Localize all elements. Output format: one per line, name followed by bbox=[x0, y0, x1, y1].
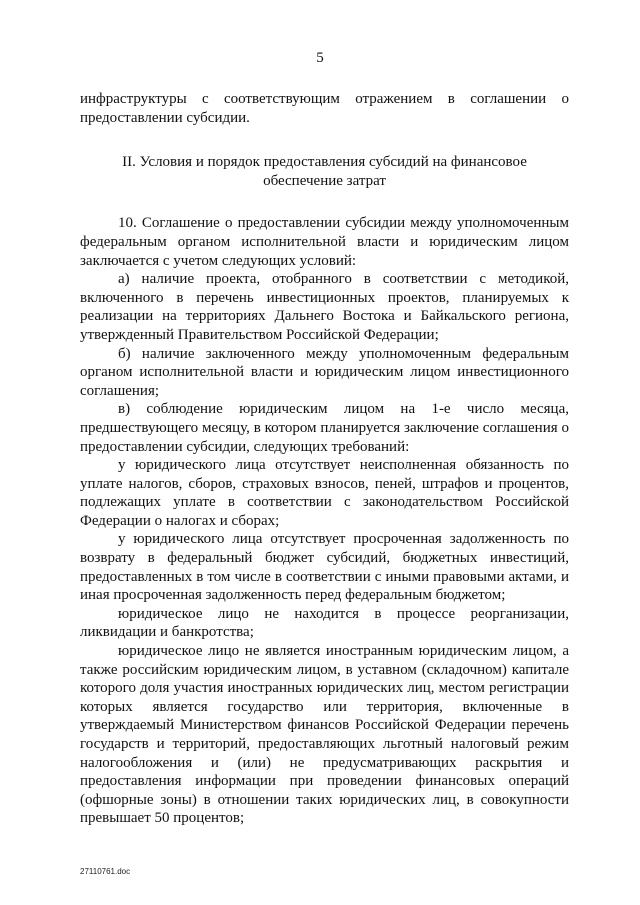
document-body bbox=[80, 90, 569, 828]
section-title bbox=[80, 153, 569, 190]
paragraph-10: 10. Соглашение о предоставлении субсидии между уполномоченным федеральным органом исполнительной власти и юридическим лицом заключается с учетом следующих условий: bbox=[80, 215, 569, 269]
top-paragraph: инфраструктуры с соответствующим отражением в соглашении о предоставлении субсидии. bbox=[80, 91, 569, 126]
paragraph-item-b: б) наличие заключенного между уполномоченным федеральным органом исполнительной власти и юридическим лицом инвестиционного соглашения; bbox=[80, 345, 569, 399]
page-number: 5 bbox=[316, 50, 324, 66]
section-title-line-2: обеспечение затрат bbox=[263, 172, 386, 189]
requirement-budget-debt: у юридического лица отсутствует просроченная задолженность по возврату в федеральный бюджет субсидий, бюджетных инвестиций, предоставленных в том числе в соответствии с иными правовыми актами, и иная просроченная задолженность перед федеральным бюджетом; bbox=[80, 531, 569, 604]
section-title-line-1: II. Условия и порядок предоставления субсидий на финансовое bbox=[122, 154, 527, 171]
paragraph-item-v: в) соблюдение юридическим лицом на 1-е число месяца, предшествующего месяцу, в котором планируется заключение соглашения о предоставлении субсидии, следующих требований: bbox=[80, 401, 569, 455]
requirement-no-reorganization: юридическое лицо не находится в процессе реорганизации, ликвидации и банкротства; bbox=[80, 605, 569, 641]
paragraph-item-a: а) наличие проекта, отобранного в соответствии с методикой, включенного в перечень инвестиционных проектов, планируемых к реализации на территориях Дальнего Востока и Байкальского региона, утвержденный Правительством Российской Федерации; bbox=[80, 271, 569, 343]
requirement-tax-debt: у юридического лица отсутствует неисполненная обязанность по уплате налогов, сборов, страховых взносов, пеней, штрафов и процентов, подлежащих уплате в соответствии с законодательством Российской Федерации о налогах и сборах; bbox=[80, 457, 569, 529]
document-footer: 27110761.doc bbox=[80, 867, 131, 876]
requirement-not-foreign: юридическое лицо не является иностранным юридическим лицом, а также российским юридическим лицом, в уставном (складочном) капитале которого доля участия иностранных юридических лиц, местом регистрации которых является государство или территория, включенные в утверждаемый Министерством финансов Российской Федерации перечень государств и территорий, предоставляющих льготный налоговый режим налогообложения и (или) не предусматривающих раскрытия и предоставления информации при проведении финансовых операций (офшорные зоны) в отношении таких юридических лиц, в совокупности превышает 50 процентов; bbox=[80, 643, 569, 827]
